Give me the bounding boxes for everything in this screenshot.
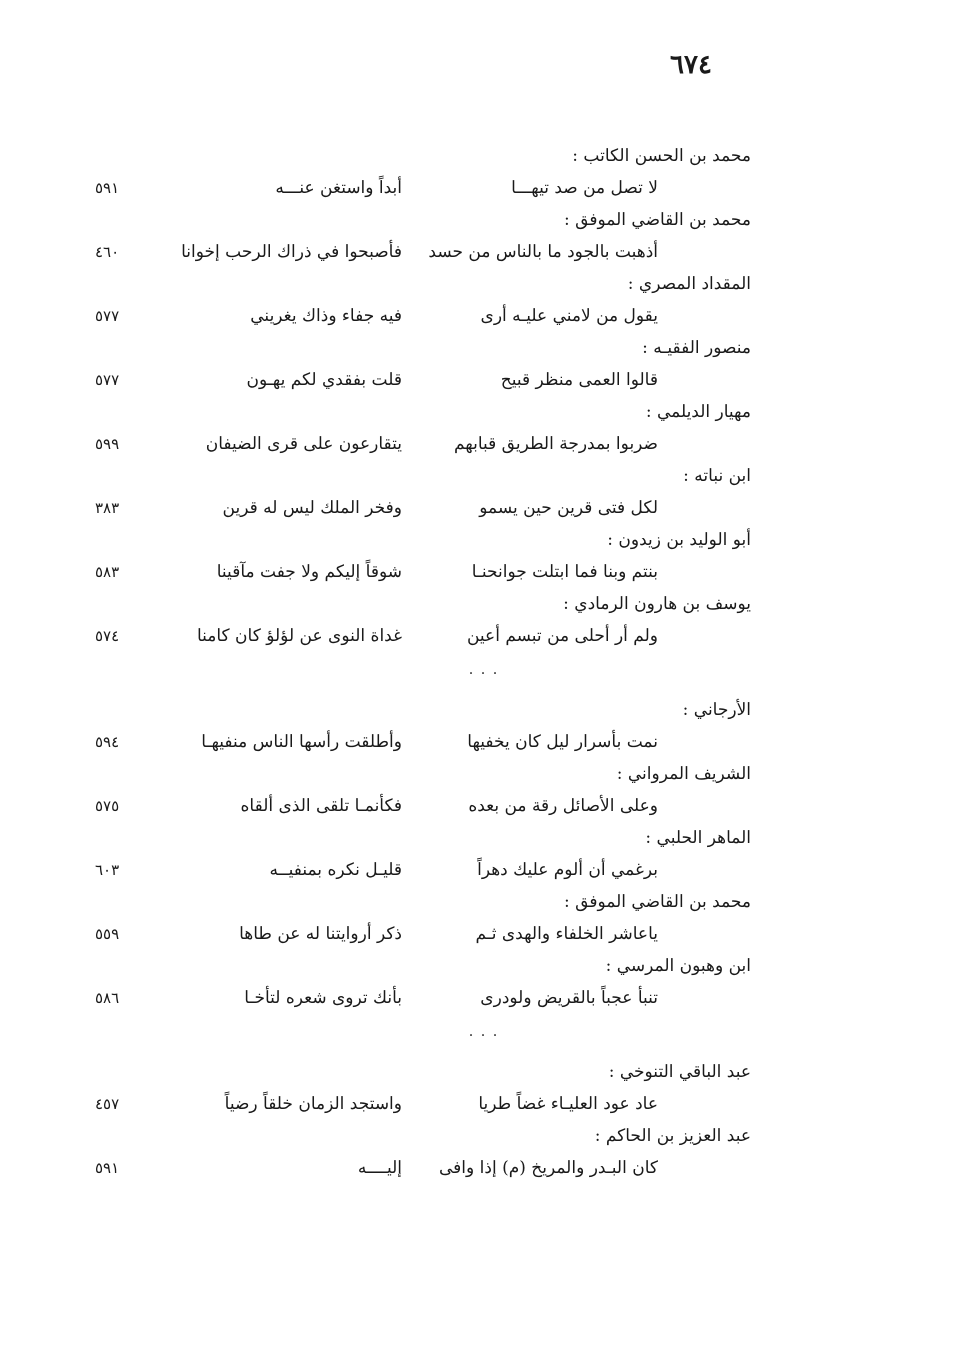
hemistich-first: يقول من لامني عليـه أرى (480, 306, 658, 326)
verse-line (0, 620, 956, 652)
poet-name: محمد بن القاضي الموفق : (564, 210, 751, 230)
hemistich-second: فكأنمـا تلقى الذى ألقاه (240, 796, 402, 816)
page-reference: ٥٩١ (95, 179, 120, 197)
index-content (0, 140, 956, 1184)
hemistich-first: بنتم وبنا فما ابتلت جوانحنـا (471, 562, 658, 582)
poet-name: عبد العزيز بن الحاكم : (594, 1126, 751, 1146)
hemistich-first: ضربوا بمدرجة الطريق قبابهم (453, 434, 658, 454)
section-separator: ٠ ٠ ٠ (467, 665, 499, 681)
poet-name: المقداد المصري : (627, 274, 751, 294)
verse-line (0, 556, 956, 588)
poet-name: الأرجاني : (682, 700, 751, 720)
hemistich-first: برغمي أن ألوم عليك دهراً (477, 860, 658, 880)
hemistich-first: قالوا العمى منظر قبيح (500, 370, 658, 390)
poet-name: محمد بن الحسن الكاتب : (572, 146, 751, 166)
group-2 (0, 694, 956, 1014)
hemistich-second: بأنك تروى شعره لتأخـا (244, 988, 402, 1008)
page-reference: ٣٨٣ (95, 499, 120, 517)
hemistich-second: قليـل نكره بمنفيــه (269, 860, 402, 880)
poet-name: الشريف المرواني : (616, 764, 751, 784)
verse-line (0, 364, 956, 396)
hemistich-second: يتقارعون على قرى الضيفان (205, 434, 402, 454)
hemistich-first: أذهبت بالجود ما بالناس من حسد (428, 242, 658, 262)
page-reference: ٥٧٧ (95, 307, 120, 325)
verse-line (0, 790, 956, 822)
hemistich-first: عاد عود العليـاء غضاً طريا (478, 1094, 658, 1114)
hemistich-first: لكل فتى قرين حين يسمو (479, 498, 658, 518)
hemistich-second: واستجد الزمان خلقاً رضياً (224, 1094, 402, 1114)
hemistich-second: شوقاً إليكم ولا جفت مآقينا (216, 562, 402, 582)
hemistich-first: ولم أر أحلى من تبسم أعين (466, 626, 658, 646)
hemistich-second: غداة النوى عن لؤلؤ كان كامنا (196, 626, 402, 646)
hemistich-second: وفخر الملك ليس له قرين (222, 498, 402, 518)
poet-name: عبد الباقي التنوخي : (608, 1062, 751, 1082)
poet-name: يوسف بن هارون الرمادي : (563, 594, 751, 614)
section-separator: ٠ ٠ ٠ (467, 1027, 499, 1043)
hemistich-second: فيه جفاء وذاك يغريني (250, 306, 402, 326)
hemistich-first: لا تصل من صد تيهـــا (511, 178, 658, 198)
page-reference: ٥٩١ (95, 1159, 120, 1177)
hemistich-first: نمت بأسرار ليل كان يخفيها (467, 732, 658, 752)
verse-line (0, 1152, 956, 1184)
group-1 (0, 140, 956, 652)
hemistich-first: تنبأ عجباً بالقريض ولودرى (480, 988, 658, 1008)
page-reference: ٥٨٦ (95, 989, 120, 1007)
verse-line (0, 236, 956, 268)
page-reference: ٥٨٣ (95, 563, 120, 581)
hemistich-first: وعلى الأصائل رقة من بعده (468, 796, 658, 816)
poet-name: منصور الفقيـه : (642, 338, 751, 358)
hemistich-second: وأطلقت رأسها الناس منفيهـا (201, 732, 402, 752)
verse-line (0, 428, 956, 460)
verse-line (0, 172, 956, 204)
hemistich-first: ياعاشر الخلفاء والهدى ثـم (475, 924, 658, 944)
hemistich-second: فأصبحوا في ذراك الرحب إخوانا (181, 242, 402, 262)
page-reference: ٥٧٤ (95, 627, 120, 645)
poet-name: ابن نباته : (683, 466, 751, 486)
page-reference: ٥٧٧ (95, 371, 120, 389)
hemistich-first: كان البـدر والمريخ (م) إذا وافى (439, 1158, 658, 1178)
hemistich-second: إليــــه (357, 1158, 402, 1178)
page-reference: ٥٩٤ (95, 733, 120, 751)
page-reference: ٥٩٩ (95, 435, 120, 453)
page-reference: ٥٥٩ (95, 925, 120, 943)
page-number: ٦٧٤ (670, 50, 712, 80)
poet-name: أبو الوليد بن زيدون : (607, 530, 751, 550)
page-reference: ٤٥٧ (95, 1095, 120, 1113)
page-reference: ٥٧٥ (95, 797, 120, 815)
hemistich-second: أبداً واستغن عنـــه (275, 178, 402, 198)
poet-name: محمد بن القاضي الموفق : (564, 892, 751, 912)
verse-line (0, 1088, 956, 1120)
poet-name: ابن وهبون المرسي : (605, 956, 751, 976)
page-reference: ٦٠٣ (95, 861, 120, 879)
poet-name: الماهر الحلبي : (645, 828, 751, 848)
verse-line (0, 854, 956, 886)
verse-line (0, 982, 956, 1014)
hemistich-second: قلت بفقدي لكم يهـون (246, 370, 402, 390)
verse-line (0, 918, 956, 950)
group-3 (0, 1056, 956, 1184)
poet-name: مهيار الديلمي : (645, 402, 751, 422)
verse-line (0, 300, 956, 332)
verse-line (0, 492, 956, 524)
verse-line (0, 726, 956, 758)
hemistich-second: ذكر أروايتنا له عن طاها (239, 924, 402, 944)
page-reference: ٤٦٠ (95, 243, 120, 261)
